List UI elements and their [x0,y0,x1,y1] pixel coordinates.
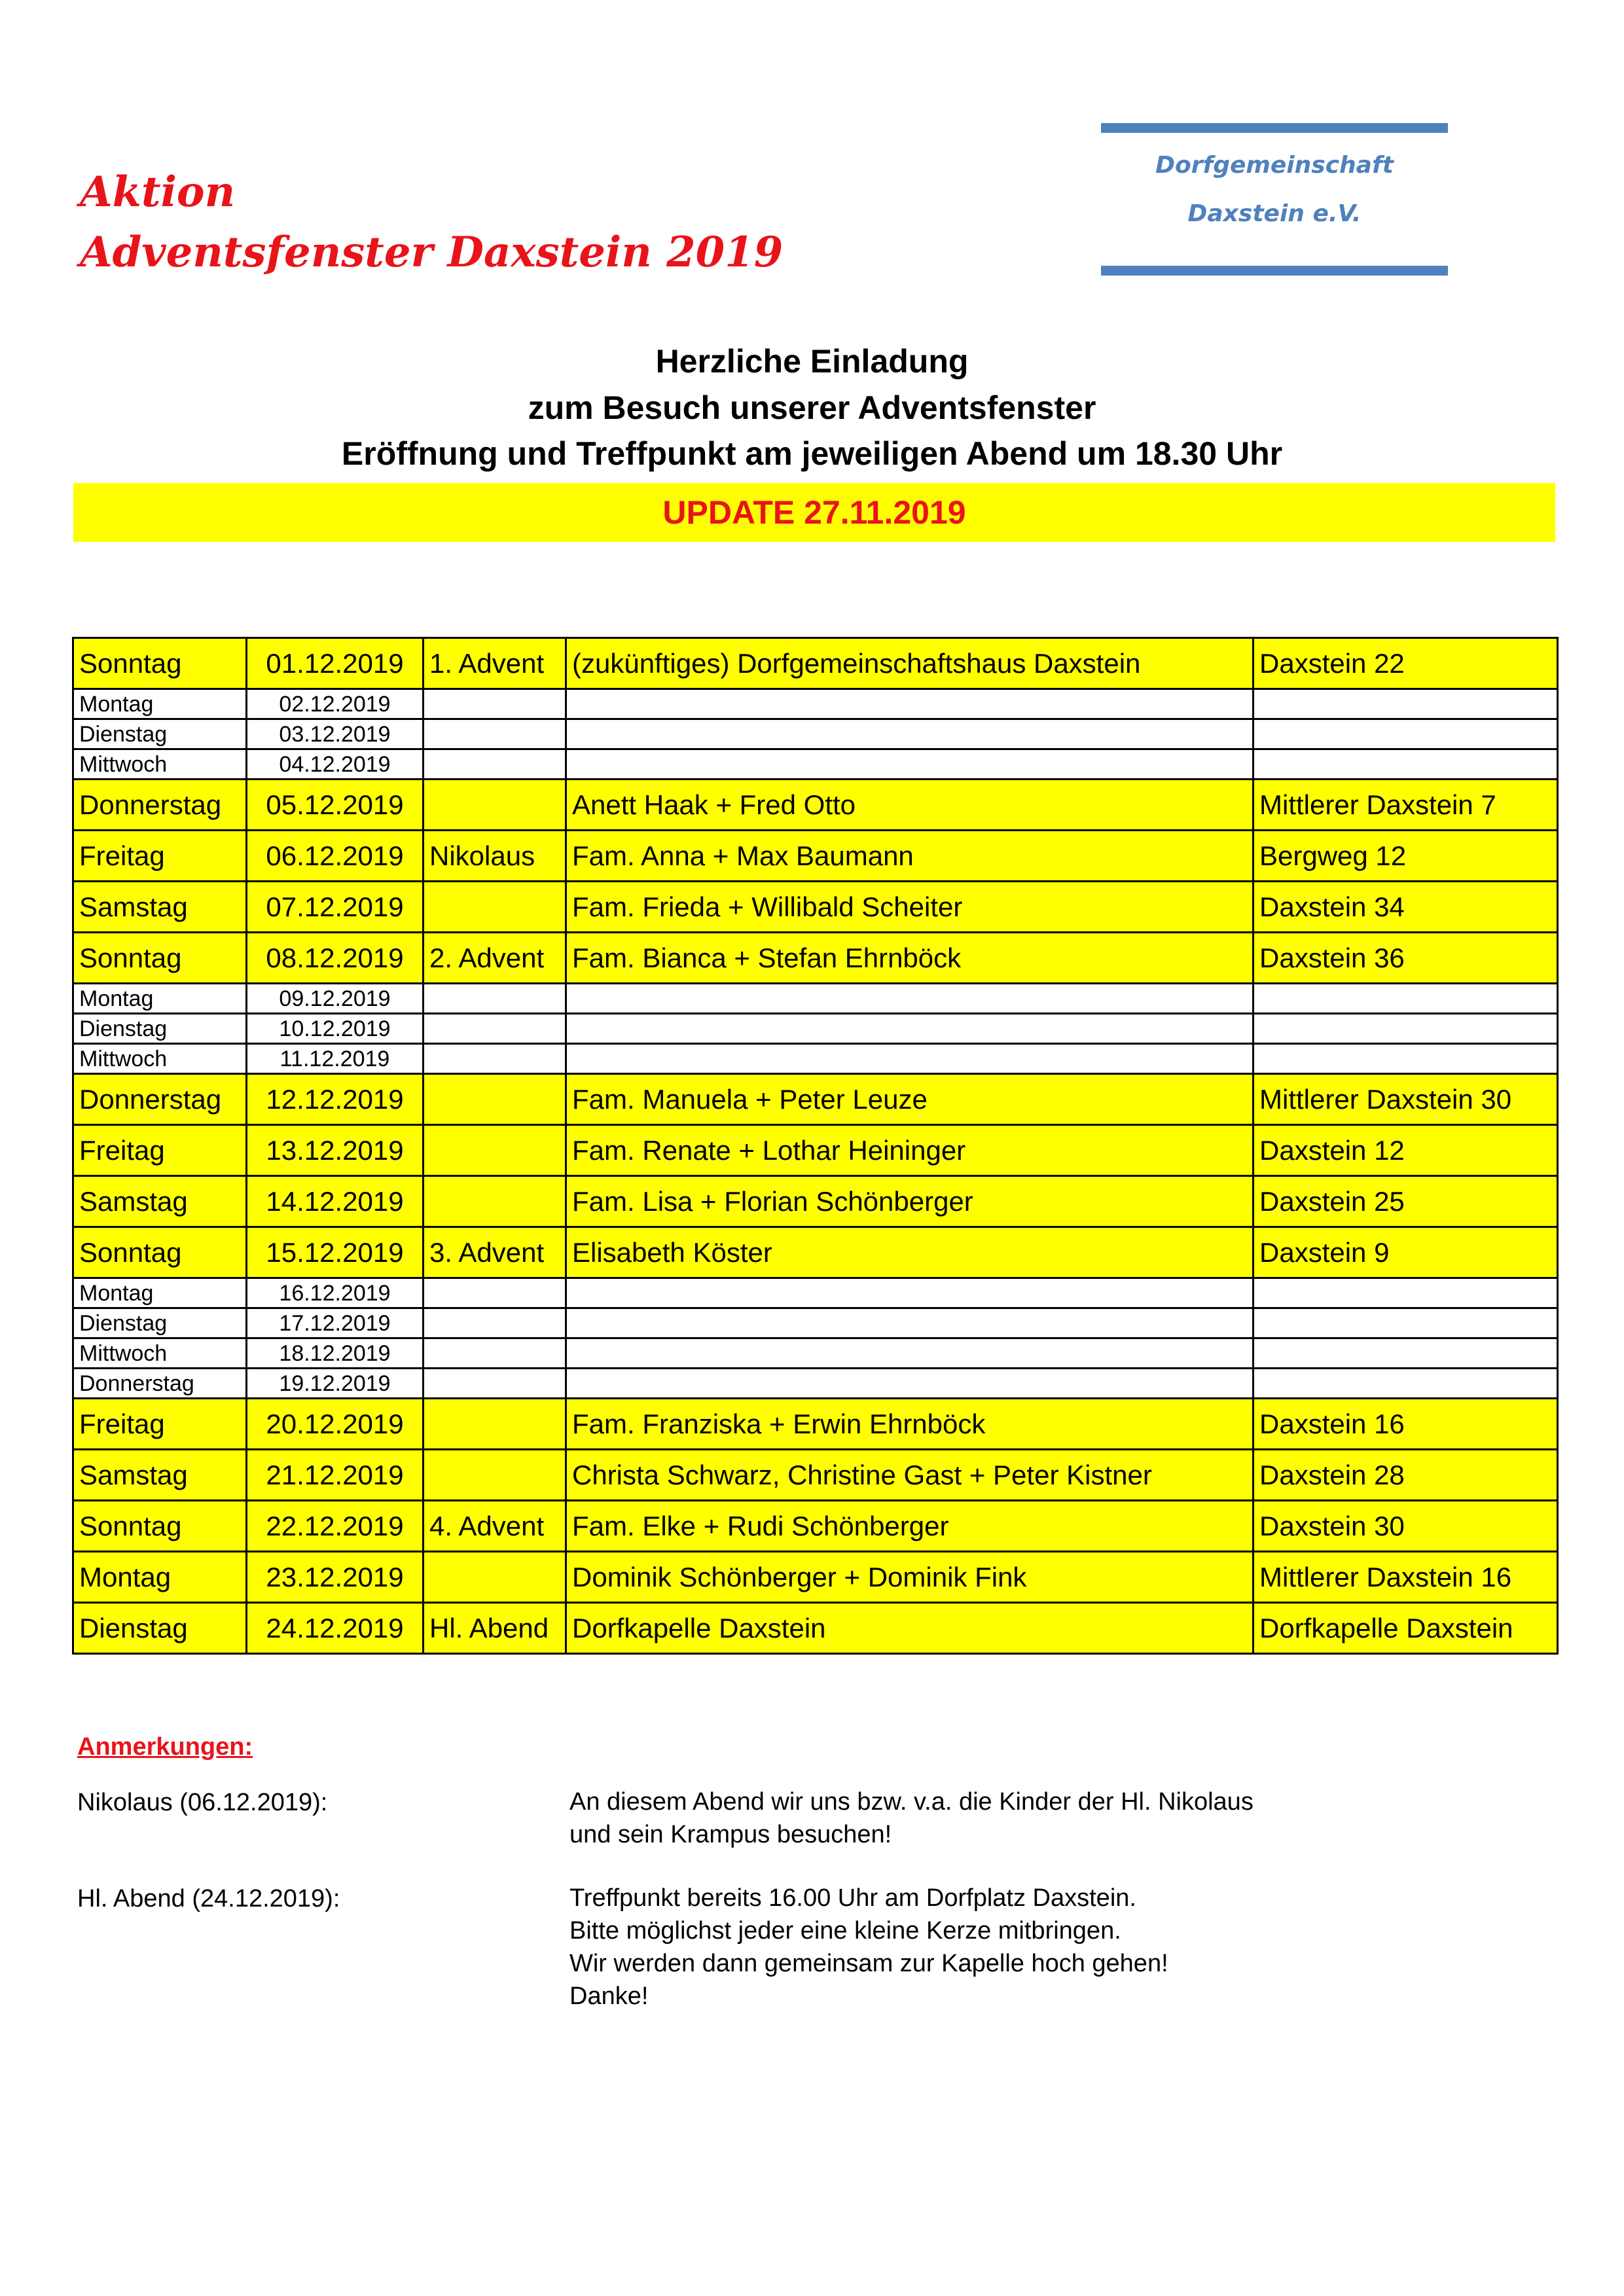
schedule-row [73,1074,1558,1125]
note-line: Treffpunkt bereits 16.00 Uhr am Dorfplatz Daxstein. [569,1884,1136,1912]
note-line: An diesem Abend wir uns bzw. v.a. die Kinder der Hl. Nikolaus [569,1788,1254,1816]
note-label-nikolaus: Nikolaus (06.12.2019): [77,1789,328,1816]
logo-line-1: Dorfgemeinschaft [1155,152,1394,179]
schedule-day-cell: Montag [73,689,247,719]
schedule-host-cell [566,1369,1254,1399]
schedule-date-cell: 22.12.2019 [247,1501,424,1552]
schedule-host-cell [566,749,1254,780]
schedule-address-cell: Daxstein 9 [1254,1227,1558,1278]
schedule-day-cell: Sonntag [73,638,247,689]
logo-line-2: Daxstein e.V. [1187,200,1362,227]
schedule-occasion-cell [424,882,566,933]
schedule-date-cell: 10.12.2019 [247,1014,424,1044]
logo-top-bar [1101,123,1448,133]
invitation-heading: Herzliche Einladung [655,343,969,380]
schedule-day-cell: Montag [73,1278,247,1308]
schedule-row [73,638,1558,689]
schedule-row [73,1125,1558,1176]
schedule-row [73,933,1558,984]
schedule-address-cell [1254,1278,1558,1308]
logo-bottom-bar [1101,266,1448,276]
schedule-host-cell [566,1278,1254,1308]
schedule-host-cell [566,1308,1254,1338]
schedule-occasion-cell: 3. Advent [424,1227,566,1278]
schedule-day-cell: Montag [73,1552,247,1603]
schedule-address-cell: Daxstein 36 [1254,933,1558,984]
schedule-row [73,1338,1558,1369]
schedule-address-cell: Daxstein 12 [1254,1125,1558,1176]
schedule-host-cell: Fam. Elke + Rudi Schönberger [566,1501,1254,1552]
schedule-day-cell: Freitag [73,1399,247,1450]
schedule-host-cell: Fam. Lisa + Florian Schönberger [566,1176,1254,1227]
schedule-date-cell: 23.12.2019 [247,1552,424,1603]
schedule-day-cell: Sonntag [73,1501,247,1552]
schedule-day-cell: Montag [73,984,247,1014]
schedule-day-cell: Dienstag [73,1603,247,1654]
schedule-address-cell [1254,1338,1558,1369]
schedule-occasion-cell [424,749,566,780]
schedule-row [73,1552,1558,1603]
schedule-occasion-cell [424,689,566,719]
schedule-address-cell [1254,689,1558,719]
schedule-date-cell: 15.12.2019 [247,1227,424,1278]
schedule-date-cell: 17.12.2019 [247,1308,424,1338]
schedule-host-cell: Anett Haak + Fred Otto [566,780,1254,831]
invitation-time-info: Eröffnung und Treffpunkt am jeweiligen Abend um 18.30 Uhr [341,435,1283,472]
schedule-host-cell [566,1044,1254,1074]
schedule-occasion-cell [424,1014,566,1044]
schedule-address-cell [1254,1014,1558,1044]
schedule-occasion-cell: Hl. Abend [424,1603,566,1654]
schedule-day-cell: Mittwoch [73,1044,247,1074]
schedule-occasion-cell [424,719,566,749]
schedule-host-cell [566,1338,1254,1369]
schedule-occasion-cell [424,1278,566,1308]
schedule-address-cell: Daxstein 22 [1254,638,1558,689]
schedule-day-cell: Samstag [73,1450,247,1501]
schedule-date-cell: 19.12.2019 [247,1369,424,1399]
schedule-address-cell [1254,1044,1558,1074]
schedule-occasion-cell [424,984,566,1014]
schedule-address-cell [1254,749,1558,780]
schedule-row [73,1450,1558,1501]
schedule-address-cell: Bergweg 12 [1254,831,1558,882]
schedule-date-cell: 24.12.2019 [247,1603,424,1654]
schedule-row [73,1044,1558,1074]
schedule-host-cell: Dorfkapelle Daxstein [566,1603,1254,1654]
schedule-date-cell: 16.12.2019 [247,1278,424,1308]
schedule-row [73,1501,1558,1552]
note-line: Wir werden dann gemeinsam zur Kapelle hoch gehen! [569,1950,1168,1977]
organization-logo [1101,123,1448,278]
schedule-day-cell: Mittwoch [73,1338,247,1369]
schedule-address-cell: Daxstein 30 [1254,1501,1558,1552]
schedule-occasion-cell [424,1308,566,1338]
schedule-occasion-cell: 2. Advent [424,933,566,984]
note-text-nikolaus [569,1785,1254,1851]
schedule-row [73,984,1558,1014]
schedule-date-cell: 11.12.2019 [247,1044,424,1074]
schedule-day-cell: Sonntag [73,1227,247,1278]
schedule-row [73,780,1558,831]
schedule-host-cell [566,984,1254,1014]
schedule-row [73,882,1558,933]
schedule-body [73,638,1558,1654]
title-line-1: Aktion [80,168,236,217]
schedule-day-cell: Donnerstag [73,1074,247,1125]
schedule-day-cell: Samstag [73,882,247,933]
schedule-row [73,831,1558,882]
schedule-date-cell: 13.12.2019 [247,1125,424,1176]
schedule-date-cell: 08.12.2019 [247,933,424,984]
schedule-row [73,689,1558,719]
schedule-occasion-cell: 1. Advent [424,638,566,689]
schedule-date-cell: 12.12.2019 [247,1074,424,1125]
schedule-address-cell [1254,1308,1558,1338]
schedule-address-cell: Mittlerer Daxstein 16 [1254,1552,1558,1603]
schedule-host-cell: Fam. Manuela + Peter Leuze [566,1074,1254,1125]
document-title [80,162,783,283]
schedule-date-cell: 18.12.2019 [247,1338,424,1369]
schedule-occasion-cell [424,1074,566,1125]
schedule-host-cell: Fam. Renate + Lothar Heininger [566,1125,1254,1176]
invitation-subheading: zum Besuch unserer Adventsfenster [528,389,1096,426]
schedule-host-cell [566,689,1254,719]
note-text-hl-abend [569,1882,1168,2013]
schedule-day-cell: Freitag [73,1125,247,1176]
schedule-address-cell: Dorfkapelle Daxstein [1254,1603,1558,1654]
schedule-day-cell: Mittwoch [73,749,247,780]
schedule-occasion-cell [424,1369,566,1399]
schedule-occasion-cell [424,780,566,831]
schedule-row [73,1227,1558,1278]
schedule-date-cell: 07.12.2019 [247,882,424,933]
schedule-date-cell: 14.12.2019 [247,1176,424,1227]
schedule-row [73,1014,1558,1044]
schedule-row [73,1399,1558,1450]
schedule-occasion-cell [424,1125,566,1176]
schedule-day-cell: Dienstag [73,719,247,749]
schedule-day-cell: Donnerstag [73,1369,247,1399]
schedule-day-cell: Donnerstag [73,780,247,831]
schedule-occasion-cell: 4. Advent [424,1501,566,1552]
schedule-date-cell: 04.12.2019 [247,749,424,780]
schedule-address-cell: Mittlerer Daxstein 7 [1254,780,1558,831]
schedule-occasion-cell [424,1176,566,1227]
note-label-hl-abend: Hl. Abend (24.12.2019): [77,1885,340,1912]
schedule-host-cell: Fam. Anna + Max Baumann [566,831,1254,882]
schedule-date-cell: 05.12.2019 [247,780,424,831]
schedule-occasion-cell [424,1552,566,1603]
note-line: Bitte möglichst jeder eine kleine Kerze mitbringen. [569,1917,1121,1945]
note-line: und sein Krampus besuchen! [569,1821,892,1848]
schedule-date-cell: 21.12.2019 [247,1450,424,1501]
schedule-day-cell: Freitag [73,831,247,882]
schedule-host-cell [566,719,1254,749]
title-line-2: Adventsfenster Daxstein 2019 [80,228,784,277]
schedule-address-cell: Daxstein 34 [1254,882,1558,933]
schedule-host-cell: Fam. Franziska + Erwin Ehrnböck [566,1399,1254,1450]
schedule-address-cell: Daxstein 25 [1254,1176,1558,1227]
schedule-host-cell: Fam. Frieda + Willibald Scheiter [566,882,1254,933]
schedule-address-cell: Daxstein 28 [1254,1450,1558,1501]
schedule-date-cell: 02.12.2019 [247,689,424,719]
schedule-address-cell: Daxstein 16 [1254,1399,1558,1450]
notes-title: Anmerkungen: [77,1733,253,1761]
schedule-occasion-cell [424,1399,566,1450]
schedule-host-cell: (zukünftiges) Dorfgemeinschaftshaus Daxstein [566,638,1254,689]
schedule-occasion-cell [424,1044,566,1074]
schedule-row [73,1603,1558,1654]
schedule-date-cell: 09.12.2019 [247,984,424,1014]
schedule-host-cell: Christa Schwarz, Christine Gast + Peter Kistner [566,1450,1254,1501]
schedule-host-cell [566,1014,1254,1044]
schedule-occasion-cell [424,1338,566,1369]
schedule-row [73,1308,1558,1338]
schedule-day-cell: Samstag [73,1176,247,1227]
schedule-day-cell: Dienstag [73,1308,247,1338]
schedule-occasion-cell [424,1450,566,1501]
schedule-row [73,1369,1558,1399]
schedule-row [73,1278,1558,1308]
schedule-day-cell: Dienstag [73,1014,247,1044]
schedule-row [73,1176,1558,1227]
note-line: Danke! [569,1982,649,2010]
schedule-address-cell [1254,984,1558,1014]
schedule-date-cell: 20.12.2019 [247,1399,424,1450]
schedule-host-cell: Fam. Bianca + Stefan Ehrnböck [566,933,1254,984]
update-banner: UPDATE 27.11.2019 [73,483,1555,542]
schedule-table [72,637,1559,1655]
schedule-address-cell [1254,719,1558,749]
schedule-date-cell: 06.12.2019 [247,831,424,882]
schedule-day-cell: Sonntag [73,933,247,984]
schedule-host-cell: Dominik Schönberger + Dominik Fink [566,1552,1254,1603]
schedule-row [73,749,1558,780]
schedule-address-cell: Mittlerer Daxstein 30 [1254,1074,1558,1125]
schedule-row [73,719,1558,749]
schedule-host-cell: Elisabeth Köster [566,1227,1254,1278]
schedule-occasion-cell: Nikolaus [424,831,566,882]
schedule-address-cell [1254,1369,1558,1399]
schedule-date-cell: 03.12.2019 [247,719,424,749]
schedule-date-cell: 01.12.2019 [247,638,424,689]
